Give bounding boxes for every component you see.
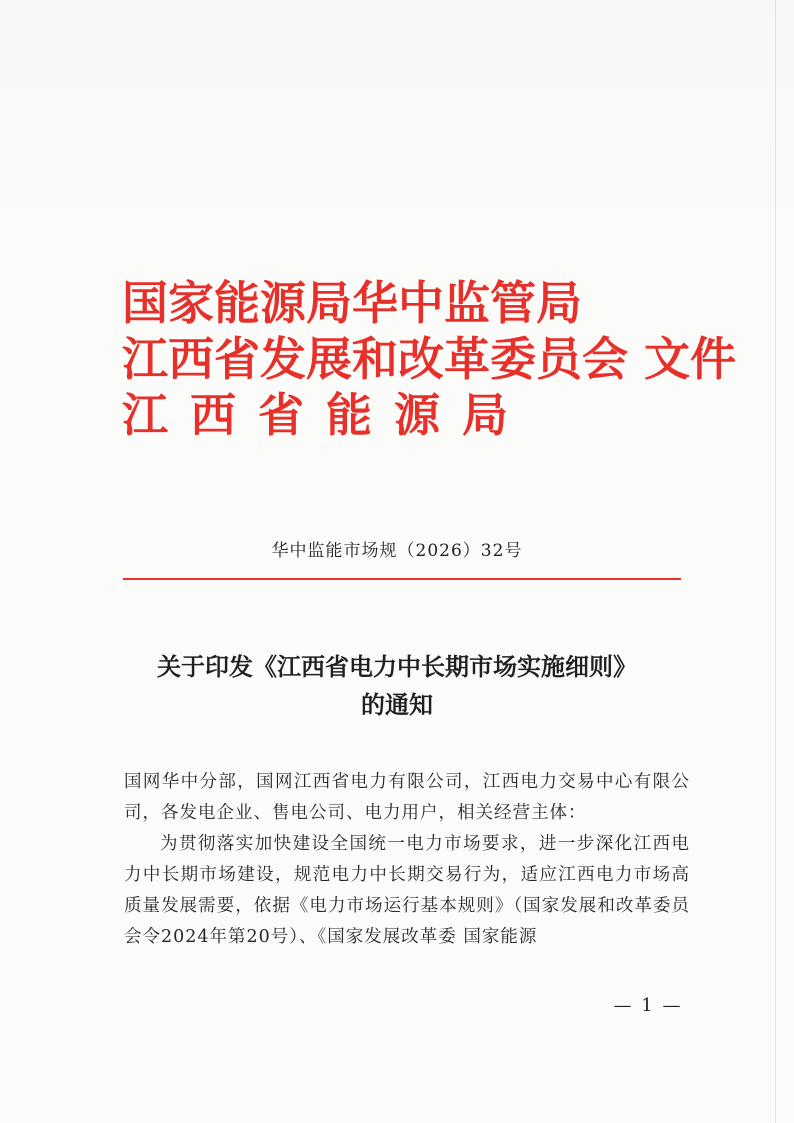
page-edge	[775, 0, 776, 1123]
scan-shading	[0, 0, 794, 240]
issuer-line-1: 国家能源局华中监管局	[122, 276, 582, 330]
body-paragraph-1: 为贯彻落实加快建设全国统一电力市场要求，进一步深化江西电力中长期市场建设，规范电力中长期交易行为，适应江西电力市场高质量发展需要，依据《电力市场运行基本规则》（国家发展和改革委员会令2024年第20号）、《国家发展改革委 国家能源	[124, 834, 690, 947]
title-line-1: 关于印发《江西省电力中长期市场实施细则》	[157, 652, 637, 681]
issuer-line-2: 江西省发展和改革委员会 文件	[122, 332, 737, 386]
recipients-paragraph: 国网华中分部，国网江西省电力有限公司，江西电力交易中心有限公司，各发电企业、售电公司、电力用户，相关经营主体：	[124, 772, 690, 823]
title-line-2: 的通知	[361, 690, 433, 719]
red-divider-line	[123, 578, 681, 580]
document-body	[124, 767, 690, 953]
document-title	[0, 648, 794, 724]
issuer-line-3: 江西省能源局	[122, 388, 530, 442]
document-number: 华中监能市场规（2026）32号	[271, 541, 523, 561]
page-number: — 1 —	[613, 995, 683, 1016]
issuer-header	[122, 275, 737, 443]
